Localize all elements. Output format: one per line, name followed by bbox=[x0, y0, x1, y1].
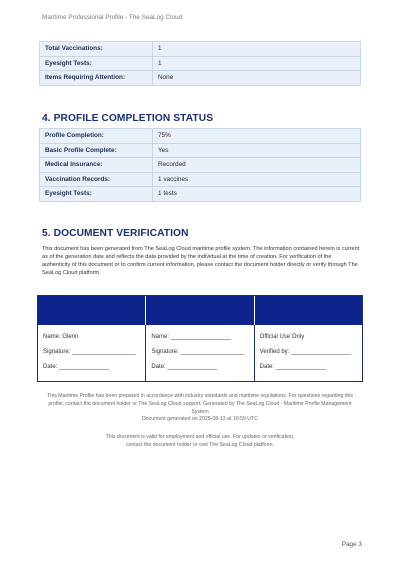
verification-paragraph: This document has been generated from The SeaLog Cloud maritime profile system. The information contained herein is current as of the generation date and reflects the data provided by the individual at the time of creation. For verification of the authenticity of this document or to confirm current information, please contact the document holder directly or verify through The SeaLog Cloud platform. bbox=[42, 246, 360, 277]
signature-table-body bbox=[38, 325, 362, 381]
section-title-document-verification: 5. DOCUMENT VERIFICATION bbox=[42, 228, 189, 239]
section-title-profile-completion: 4. PROFILE COMPLETION STATUS bbox=[42, 113, 214, 124]
row-label: Eyesight Tests: bbox=[40, 56, 153, 71]
holder-date-line: Date: _______________ bbox=[43, 364, 110, 370]
witness-signature-column bbox=[146, 325, 254, 381]
holder-signature-line: Signature: ___________________ bbox=[43, 349, 136, 355]
row-value: 1 bbox=[153, 56, 361, 71]
header-cell bbox=[38, 296, 146, 325]
row-label: Vaccination Records: bbox=[40, 172, 153, 187]
row-label: Profile Completion: bbox=[40, 129, 153, 144]
row-value: 1 tests bbox=[153, 187, 361, 202]
footer-validity-note bbox=[40, 434, 360, 450]
table-row bbox=[40, 56, 361, 71]
row-label: Eyesight Tests: bbox=[40, 187, 153, 202]
footer-generated-timestamp: Document generated on 2025-08-13 at 10:59 UTC bbox=[142, 416, 258, 423]
witness-date-line: Date: _______________ bbox=[151, 364, 218, 370]
row-value: 75% bbox=[153, 129, 361, 144]
summary-table bbox=[39, 41, 361, 86]
profile-completion-table bbox=[39, 128, 361, 202]
footer-note bbox=[40, 393, 360, 424]
footer-validity-line-2: contact the document holder or visit The SeaLog Cloud platform. bbox=[125, 441, 275, 448]
row-label: Medical Insurance: bbox=[40, 158, 153, 173]
header-cell bbox=[255, 296, 362, 325]
verified-by-line: Verified by: __________________ bbox=[259, 349, 352, 355]
witness-name-line: Name: __________________ bbox=[151, 334, 231, 340]
witness-signature-line: Signature: ___________________ bbox=[151, 349, 244, 355]
row-value: None bbox=[153, 71, 361, 86]
page-number: Page 3 bbox=[341, 541, 362, 548]
footer-preparation-note: This Maritime Profile has been prepared in accordance with industry standards and maritime regulations. For questions regarding this profile, contact the document holder or The SeaLog Cloud support. Generated by The SeaLog Cloud - Maritime Profile Management System bbox=[47, 393, 353, 415]
table-row bbox=[40, 158, 361, 173]
row-value: Yes bbox=[153, 143, 361, 158]
table-row bbox=[40, 129, 361, 144]
row-label: Items Requiring Attention: bbox=[40, 71, 153, 86]
row-value: Recorded bbox=[153, 158, 361, 173]
row-label: Basic Profile Complete: bbox=[40, 143, 153, 158]
holder-name: Name: Glenn bbox=[43, 334, 79, 340]
table-row bbox=[40, 42, 361, 57]
table-row bbox=[40, 71, 361, 86]
table-row bbox=[40, 143, 361, 158]
table-row bbox=[40, 187, 361, 202]
table-row bbox=[40, 172, 361, 187]
holder-signature-column bbox=[38, 325, 146, 381]
page-header-title: Maritime Professional Profile - The SeaLog Cloud bbox=[42, 14, 183, 21]
official-use-label: Official Use Only bbox=[259, 334, 305, 340]
signature-table bbox=[37, 295, 363, 382]
official-use-column bbox=[255, 325, 362, 381]
official-date-line: Date: _______________ bbox=[259, 364, 326, 370]
row-value: 1 bbox=[153, 42, 361, 57]
footer-validity-line-1: This document is valid for employment and official use. For updates or verification, bbox=[105, 434, 295, 440]
row-value: 1 vaccines bbox=[153, 172, 361, 187]
row-label: Total Vaccinations: bbox=[40, 42, 153, 57]
signature-table-header bbox=[38, 296, 362, 325]
header-cell bbox=[146, 296, 254, 325]
